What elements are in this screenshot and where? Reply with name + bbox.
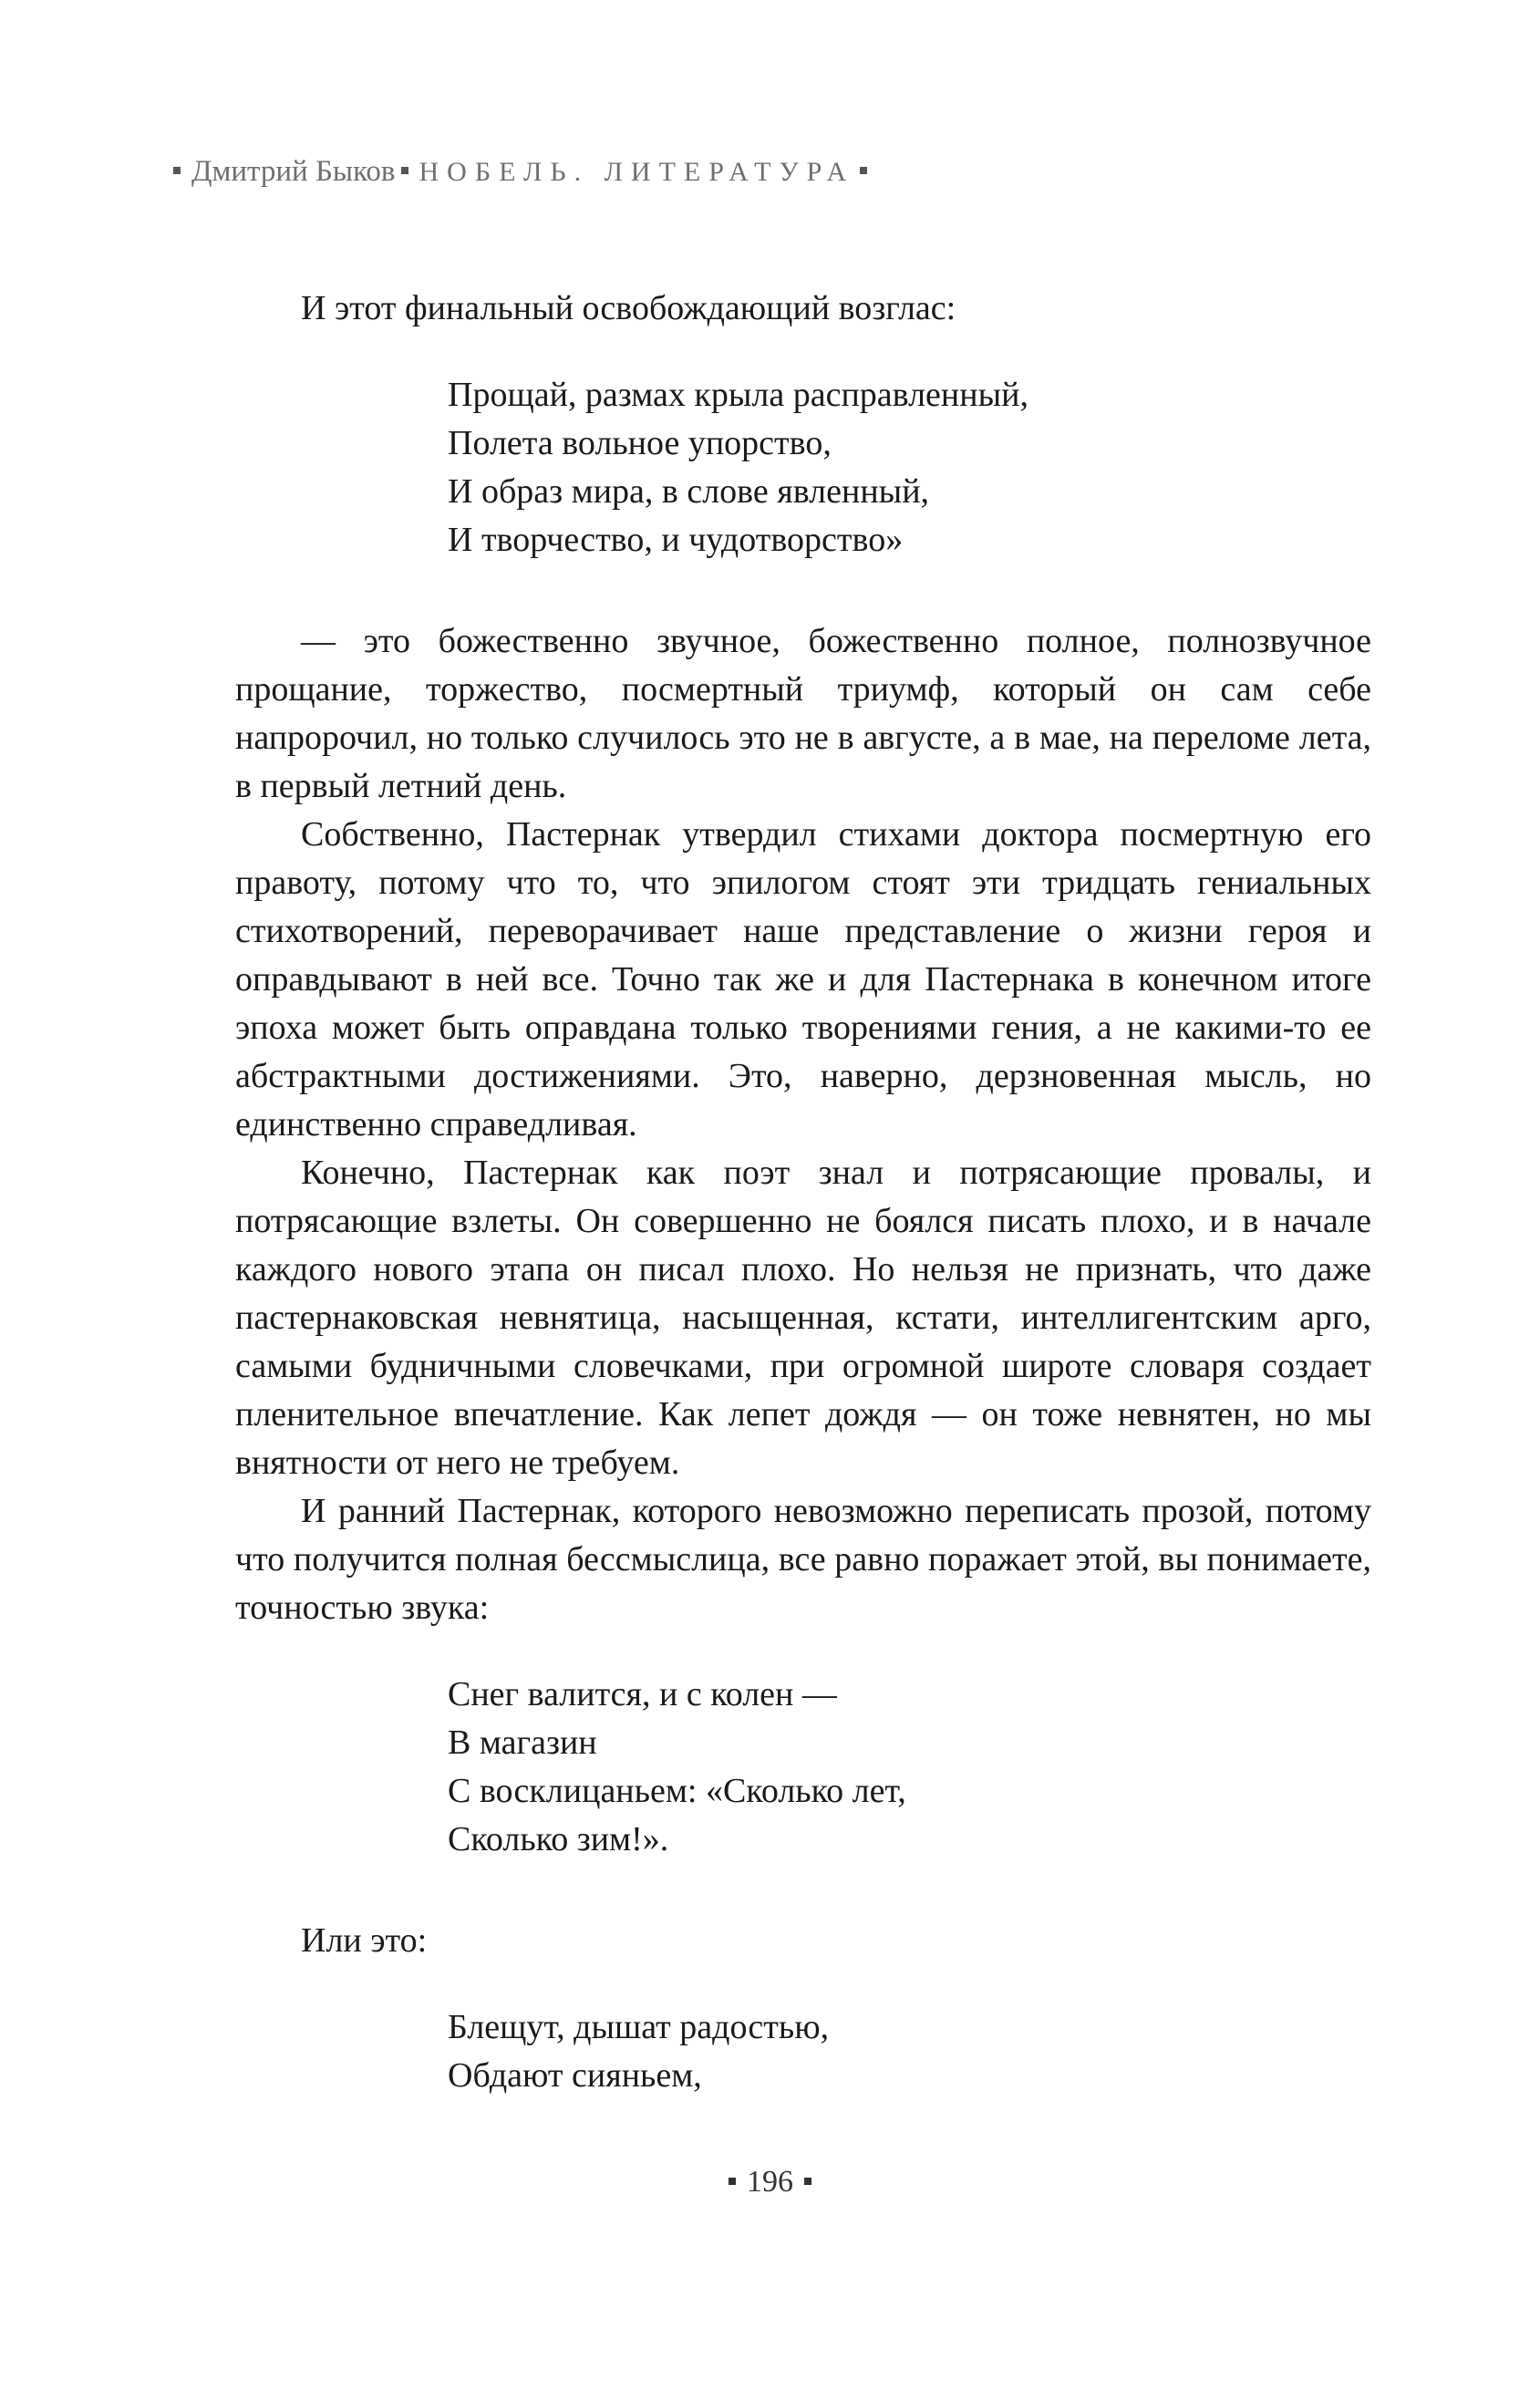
page-number: 196	[747, 2165, 793, 2199]
paragraph: Конечно, Пастернак как поэт знал и потрясающие провалы, и потрясающие взлеты. Он совершенно не боялся писать плохо, и в начале каждого нового этапа он писал плохо. Но нельзя не признать, что даже пастернаковская невнятица, насыщенная, кстати, интеллигентским арго, самыми будничными словечками, при огромной широте словаря создает пленительное впечатление. Как лепет дождя — он тоже невнятен, но мы внятности от него не требуем.	[235, 1154, 1371, 1482]
verse-line: Снег валится, и с колен —	[448, 1675, 837, 1713]
verse-quote	[235, 2003, 1371, 2100]
verse-line: В магазин	[448, 1723, 597, 1762]
verse-line: Блещут, дышат радостью,	[448, 2008, 830, 2046]
bullet-square-icon	[860, 167, 867, 174]
verse-line: С восклицаньем: «Сколько лет,	[448, 1772, 906, 1810]
page-number-footer	[0, 2167, 1540, 2198]
intro-line: Или это:	[301, 1921, 428, 1960]
bullet-square-icon	[401, 167, 408, 174]
verse-line: Сколько зим!».	[448, 1820, 669, 1858]
paragraph: И ранний Пастернак, которого невозможно переписать прозой, потому что получится полная бессмыслица, все равно поражает этой, вы понимаете, точностью звука:	[235, 1492, 1371, 1627]
running-head-author: Дмитрий Быков	[191, 155, 396, 188]
verse-line: И творчество, и чудотворство»	[448, 521, 904, 559]
verse-line: Прощай, размах крыла расправленный,	[448, 376, 1028, 414]
running-head	[173, 157, 867, 187]
bullet-square-icon	[729, 2178, 736, 2185]
verse-line: Полета вольное упорство,	[448, 424, 832, 462]
paragraph: — это божественно звучное, божественно полное, полнозвучное прощание, торжество, посмертный триумф, который он сам себе напророчил, но только случилось это не в августе, а в мае, на переломе лета, в первый летний день.	[235, 622, 1371, 805]
intro-line: И этот финальный освобождающий возглас:	[301, 289, 956, 327]
bullet-square-icon	[173, 167, 181, 174]
verse-line: И образ мира, в слове явленный,	[448, 472, 930, 511]
paragraph: Собственно, Пастернак утвердил стихами доктора посмертную его правоту, потому что то, что эпилогом стоят эти тридцать гениальных стихотворений, переворачивает наше представление о жизни героя и оправдывают в ней все. Точно так же и для Пастернака в конечном итоге эпоха может быть оправдана только творениями гения, а не какими-то ее абстрактными достижениями. Это, наверно, дерзновенная мысль, но единственно справедливая.	[235, 815, 1371, 1144]
running-head-book-title: НОБЕЛЬ. ЛИТЕРАТУРА	[419, 157, 855, 187]
bullet-square-icon	[804, 2178, 811, 2185]
verse-quote	[235, 371, 1371, 564]
verse-line: Обдают сияньем,	[448, 2056, 702, 2095]
page-body	[235, 285, 1371, 2100]
verse-quote	[235, 1671, 1371, 1864]
